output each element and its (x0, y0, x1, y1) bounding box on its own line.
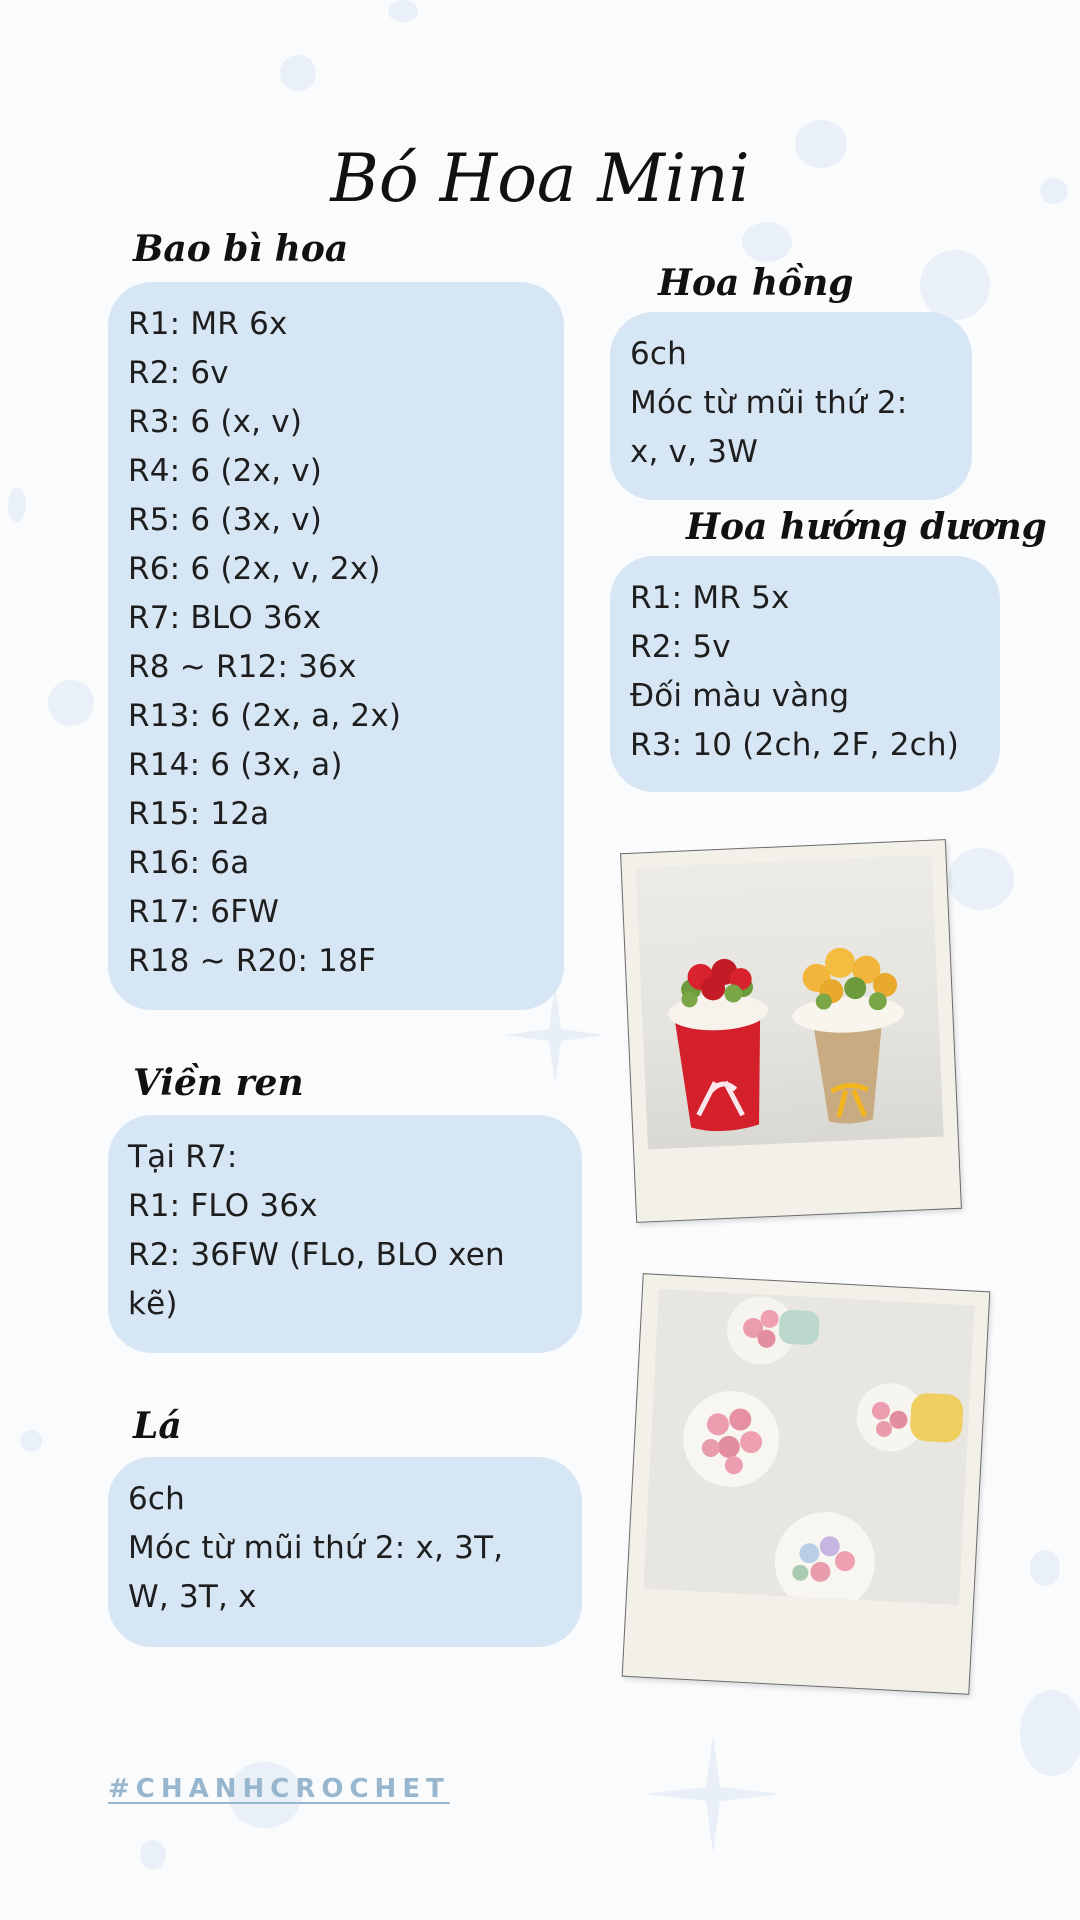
card-vien-ren (108, 1115, 582, 1353)
page-title: Bó Hoa Mini (330, 140, 750, 217)
pattern-row: 6ch (128, 1481, 186, 1517)
polaroid-photo-bouquets (620, 839, 962, 1223)
section-heading-bao-bi-hoa: Bao bì hoa (133, 228, 349, 270)
bg-spot (388, 0, 418, 22)
photo-pastel-bouquets (643, 1289, 974, 1605)
bg-spot (920, 250, 990, 320)
section-heading-hoa-hong: Hoa hồng (658, 262, 854, 304)
section-heading-hoa-huong-duong: Hoa hướng dương (686, 506, 1047, 548)
bg-spot (8, 488, 26, 522)
pattern-row: Móc từ mũi thứ 2: x, 3T, (128, 1530, 504, 1566)
pattern-row: R6: 6 (2x, v, 2x) (128, 551, 381, 587)
card-hoa-hong (610, 312, 972, 500)
bg-spot (948, 848, 1014, 910)
pastel-bouquets-illustration (643, 1289, 974, 1605)
pattern-row: R17: 6FW (128, 894, 280, 930)
photo-rose-sunflower (636, 855, 944, 1150)
pattern-row: R13: 6 (2x, a, 2x) (128, 698, 402, 734)
pattern-row: R15: 12a (128, 796, 270, 832)
pattern-row: R14: 6 (3x, a) (128, 747, 343, 783)
pattern-row: R4: 6 (2x, v) (128, 453, 323, 489)
pattern-row: R3: 10 (2ch, 2F, 2ch) (630, 727, 960, 763)
card-hoa-huong-duong (610, 556, 1000, 792)
bg-spot (20, 1430, 42, 1452)
pattern-row: 6ch (630, 336, 688, 372)
pattern-row: Móc từ mũi thứ 2: (630, 385, 908, 421)
pattern-row: R1: MR 5x (630, 580, 790, 616)
bg-spot (140, 1840, 166, 1870)
card-bao-bi-hoa (108, 282, 564, 1010)
pattern-row: R2: 5v (630, 629, 731, 665)
pattern-row: R1: FLO 36x (128, 1188, 318, 1224)
bg-spot (1020, 1690, 1080, 1776)
bg-spot (280, 55, 316, 91)
pattern-row: R2: 36FW (FLo, BLO xen (128, 1237, 505, 1273)
pattern-row: R8 ~ R12: 36x (128, 649, 357, 685)
pattern-row: R3: 6 (x, v) (128, 404, 303, 440)
pattern-row: R18 ~ R20: 18F (128, 943, 377, 979)
pattern-row: W, 3T, x (128, 1579, 257, 1615)
bg-sparkle-icon (645, 1735, 781, 1853)
hashtag-link[interactable]: #CHANHCROCHET (108, 1774, 450, 1804)
bg-spot (1030, 1550, 1060, 1586)
bg-spot (742, 222, 792, 262)
bg-spot (48, 680, 94, 726)
bouquet-illustration (636, 855, 944, 1150)
pattern-row: R16: 6a (128, 845, 250, 881)
pattern-row: kẽ) (128, 1286, 178, 1322)
card-la (108, 1457, 582, 1647)
pattern-row: R1: MR 6x (128, 306, 288, 342)
pattern-row: R7: BLO 36x (128, 600, 322, 636)
pattern-row: R2: 6v (128, 355, 229, 391)
section-heading-la: Lá (133, 1405, 182, 1447)
pattern-row: Tại R7: (128, 1139, 238, 1175)
section-heading-vien-ren: Viền ren (133, 1062, 304, 1104)
pattern-row: x, v, 3W (630, 434, 759, 470)
polaroid-photo-pastel-bouquets (622, 1273, 991, 1695)
pattern-row: R5: 6 (3x, v) (128, 502, 323, 538)
pattern-row: Đối màu vàng (630, 678, 850, 714)
